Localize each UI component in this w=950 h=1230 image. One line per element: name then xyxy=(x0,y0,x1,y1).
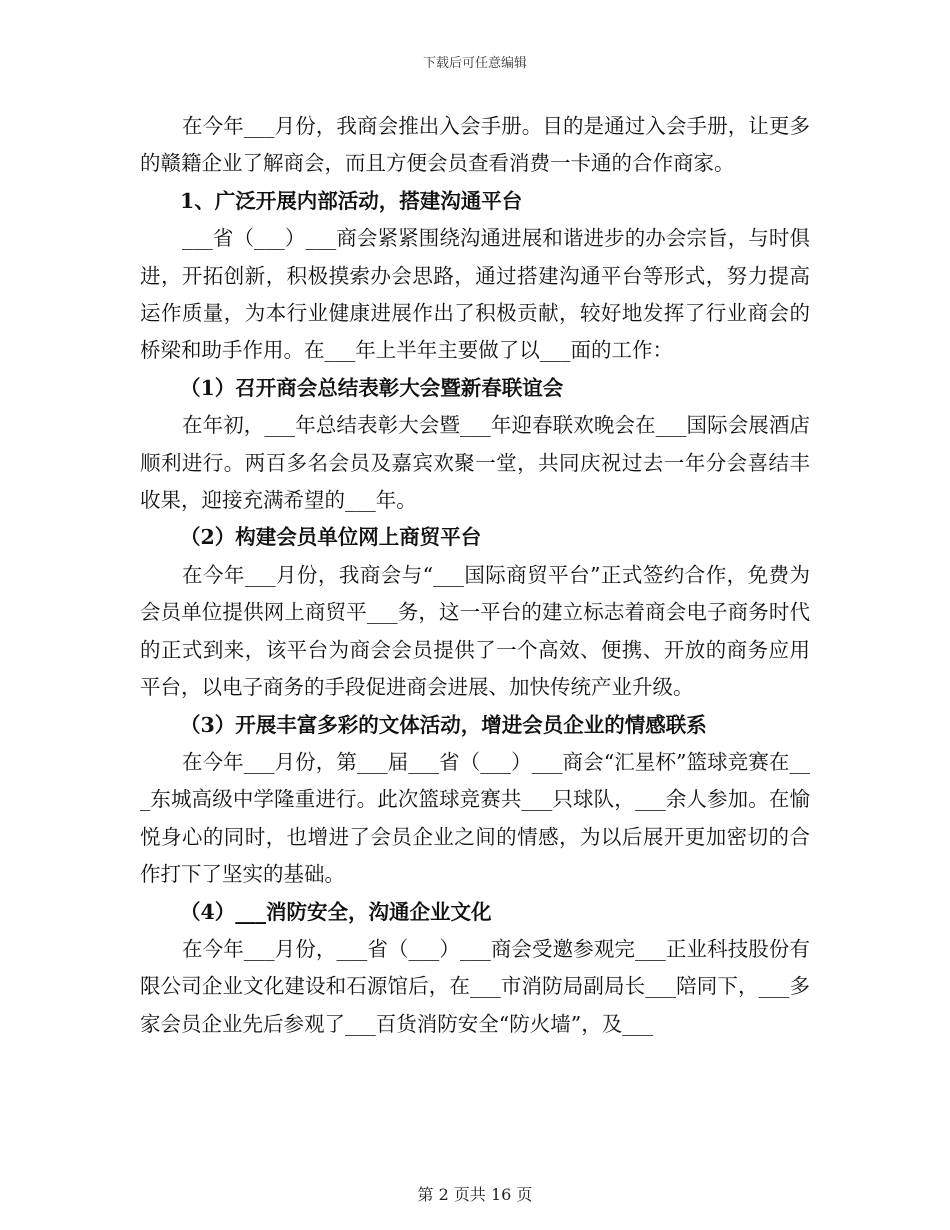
section-heading: 1、广泛开展内部活动，搭建沟通平台 xyxy=(180,188,523,213)
paragraph: ___省（___）___商会紧紧围绕沟通进展和谐进步的办会宗旨，与时俱进，开拓创新，积极摸索办会思路，通过搭建沟通平台等形式，努力提高运作质量，为本行业健康进展作出了积极贡献，较好地发挥了行业商会的桥梁和助手作用。在___年上半年主要做了以___面的工作： xyxy=(140,226,810,363)
paragraph: 在今年___月份，___省（___）___商会受邀参观完___正业科技股份有限公司企业文化建设和石源馆后，在___市消防局副局长___陪同下，___多家会员企业先后参观了___百货消防安全“防火墙”，及___ xyxy=(140,936,810,1036)
section-heading: （1）召开商会总结表彰大会暨新春联谊会 xyxy=(180,375,564,400)
page-header-note: 下载后可任意编辑 xyxy=(422,56,527,71)
page-number: 第 2 页共 16 页 xyxy=(417,1185,533,1204)
paragraph: 在今年___月份，我商会推出入会手册。目的是通过入会手册，让更多的赣籍企业了解商会，而且方便会员查看消费一卡通的合作商家。 xyxy=(140,114,810,176)
paragraph: 在今年___月份，第___届___省（___）___商会“汇星杯”篮球竞赛在___东城高级中学隆重进行。此次篮球竞赛共___只球队，___余人参加。在愉悦身心的同时，也增进了会员企业之间的情感，为以后展开更加密切的合作打下了坚实的基础。 xyxy=(140,749,810,887)
paragraph: 在今年___月份，我商会与“___国际商贸平台”正式签约合作，免费为会员单位提供网上商贸平___务，这一平台的建立标志着商会电子商务时代的正式到来，该平台为商会会员提供了一个高效、便携、开放的商务应用平台，以电子商务的手段促进商会进展、加快传统产业升级。 xyxy=(140,562,810,700)
section-heading: （2）构建会员单位网上商贸平台 xyxy=(180,525,482,550)
section-heading: （3）开展丰富多彩的文体活动，增进会员企业的情感联系 xyxy=(180,712,707,737)
document-body xyxy=(140,108,810,1043)
paragraph: 在年初，___年总结表彰大会暨___年迎春联欢晚会在___国际会展酒店顺利进行。两百多名会员及嘉宾欢聚一堂，共同庆祝过去一年分会喜结丰收果，迎接充满希望的___年。 xyxy=(140,413,810,513)
section-heading: （4）___消防安全，沟通企业文化 xyxy=(180,899,492,924)
